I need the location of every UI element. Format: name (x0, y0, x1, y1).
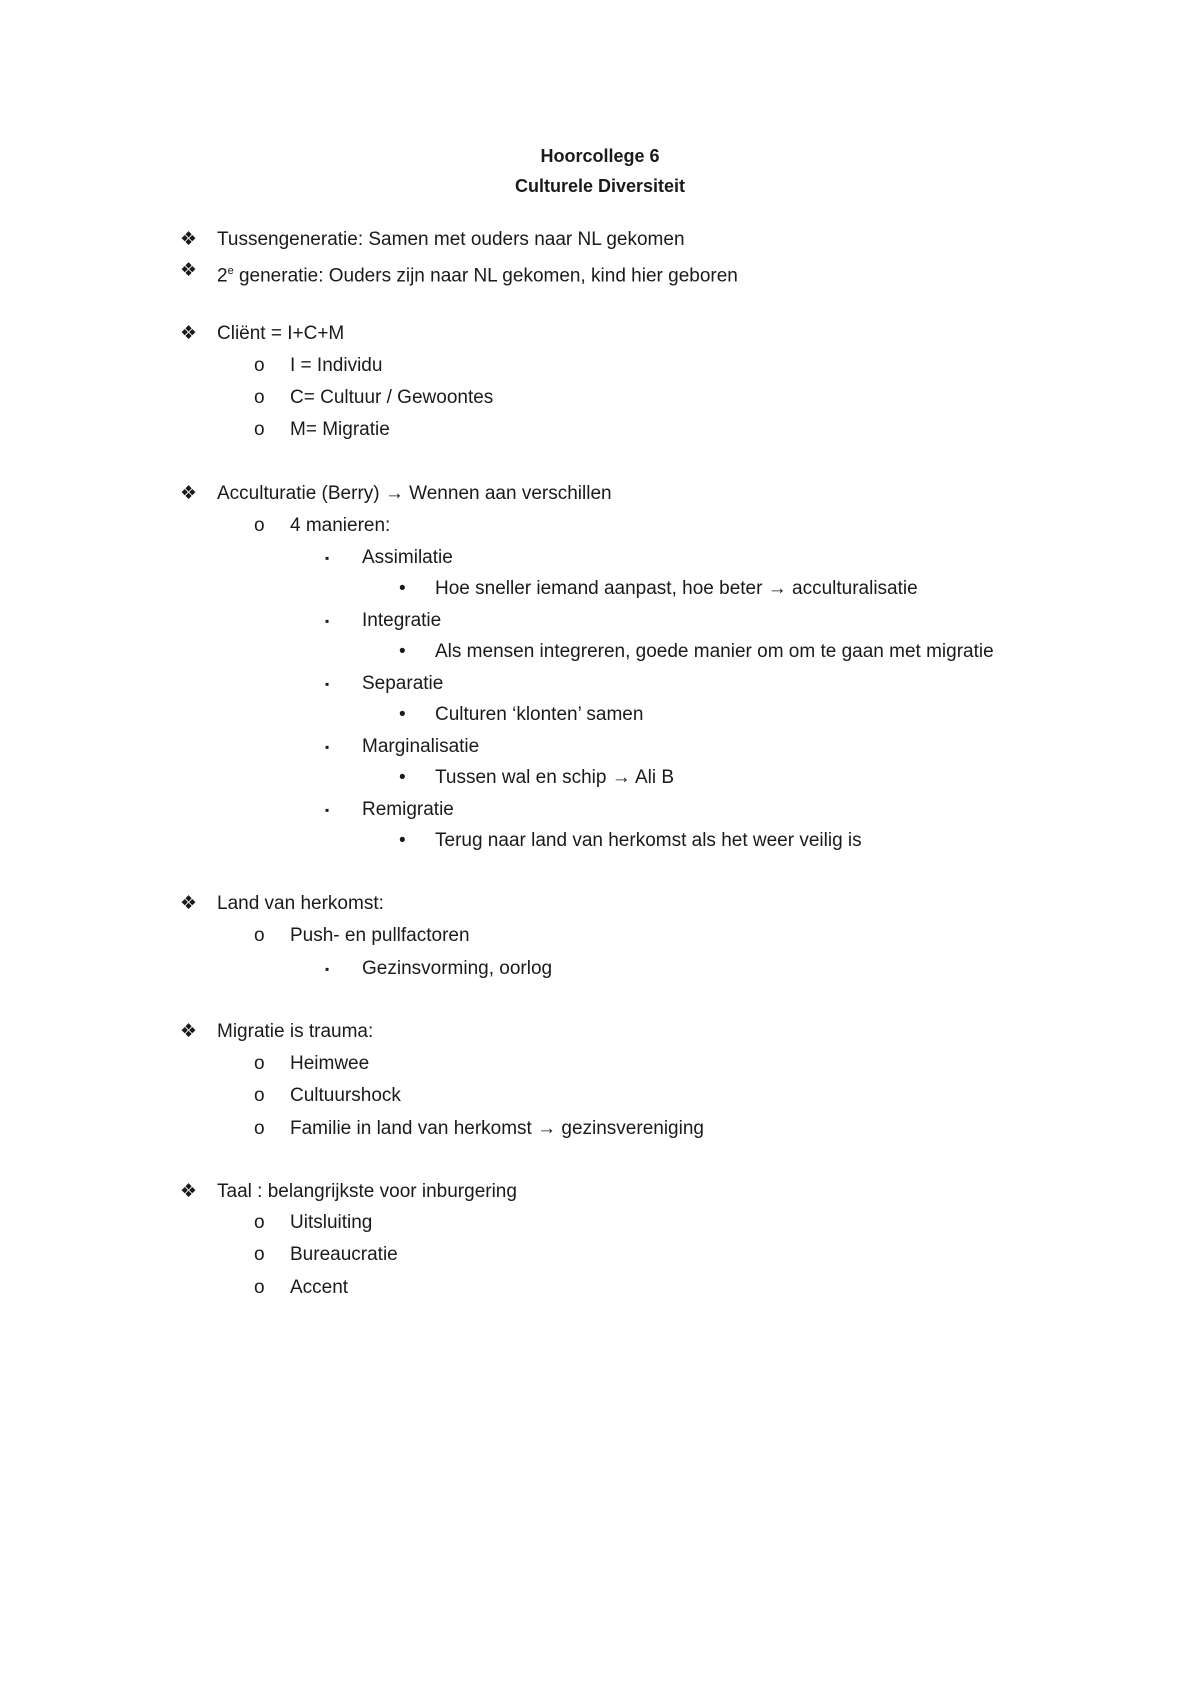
dot-bullet-icon: • (399, 578, 406, 599)
circle-bullet-icon: o (254, 1244, 265, 1265)
circle-bullet-icon: o (254, 1212, 265, 1233)
arrow-icon: → (384, 483, 404, 504)
diamond-bullet-icon: ❖ (180, 1181, 198, 1202)
dot-bullet-icon: • (399, 704, 406, 725)
circle-bullet-icon: o (254, 515, 265, 536)
page-title: Hoorcollege 6 (540, 146, 660, 166)
circle-bullet-icon: o (254, 1085, 265, 1106)
square-bullet-icon: ▪ (325, 677, 330, 691)
circle-bullet-icon: o (254, 1118, 265, 1139)
diamond-bullet-icon: ❖ (180, 323, 198, 344)
dot-bullet-icon: • (399, 767, 406, 788)
circle-bullet-icon: o (254, 387, 265, 408)
circle-bullet-icon: o (254, 419, 265, 440)
square-bullet-icon: ▪ (325, 740, 330, 754)
document-page: Hoorcollege 6 Culturele Diversiteit ❖ Tussengeneratie: Samen met ouders naar NL gekomen ❖ 2e generatie: Ouders zijn naar NL gekomen, kind hier geboren ❖ Cliënt = I+C+M o I = Individu o C= Cultuur / Gewoontes o M= Migratie ❖ Acculturatie (Berry) → Wennen aan verschillen o 4 manieren: ▪ Assimilatie • Hoe sneller iemand aanpast, hoe beter → acculturalisatie ▪ Integratie • Als mensen integreren, goede manier om om te gaan met migratie ▪ Separatie • Culturen ‘klonten’ samen ▪ Marginalisatie • Tussen wal en schip → Ali B ▪ Remigratie • Terug naar land van herkomst als het weer veilig is ❖ Land van herkomst: o Push- en pullfactoren ▪ Gezinsvorming, oorlog ❖ Migratie is trauma: o Heimwee o Cultuurshock o Familie in land van herkomst → gezinsvereniging ❖ Taal : belangrijkste voor inburgering o Uitsluiting o Bureaucratie o Accent (0, 0, 1200, 1698)
diamond-bullet-icon: ❖ (180, 260, 198, 281)
diamond-bullet-icon: ❖ (180, 893, 198, 914)
circle-bullet-icon: o (254, 1053, 265, 1074)
circle-bullet-icon: o (254, 355, 265, 376)
dot-bullet-icon: • (399, 830, 406, 851)
square-bullet-icon: ▪ (325, 803, 330, 817)
diamond-bullet-icon: ❖ (180, 483, 198, 504)
square-bullet-icon: ▪ (325, 614, 330, 628)
diamond-bullet-icon: ❖ (180, 229, 198, 250)
diamond-bullet-icon: ❖ (180, 1021, 198, 1042)
circle-bullet-icon: o (254, 1277, 265, 1298)
square-bullet-icon: ▪ (325, 551, 330, 565)
circle-bullet-icon: o (254, 925, 265, 946)
arrow-icon: → (767, 578, 787, 599)
arrow-icon: → (537, 1118, 557, 1139)
arrow-icon: → (611, 767, 631, 788)
dot-bullet-icon: • (399, 641, 406, 662)
square-bullet-icon: ▪ (325, 962, 330, 976)
page-subtitle: Culturele Diversiteit (514, 176, 686, 196)
